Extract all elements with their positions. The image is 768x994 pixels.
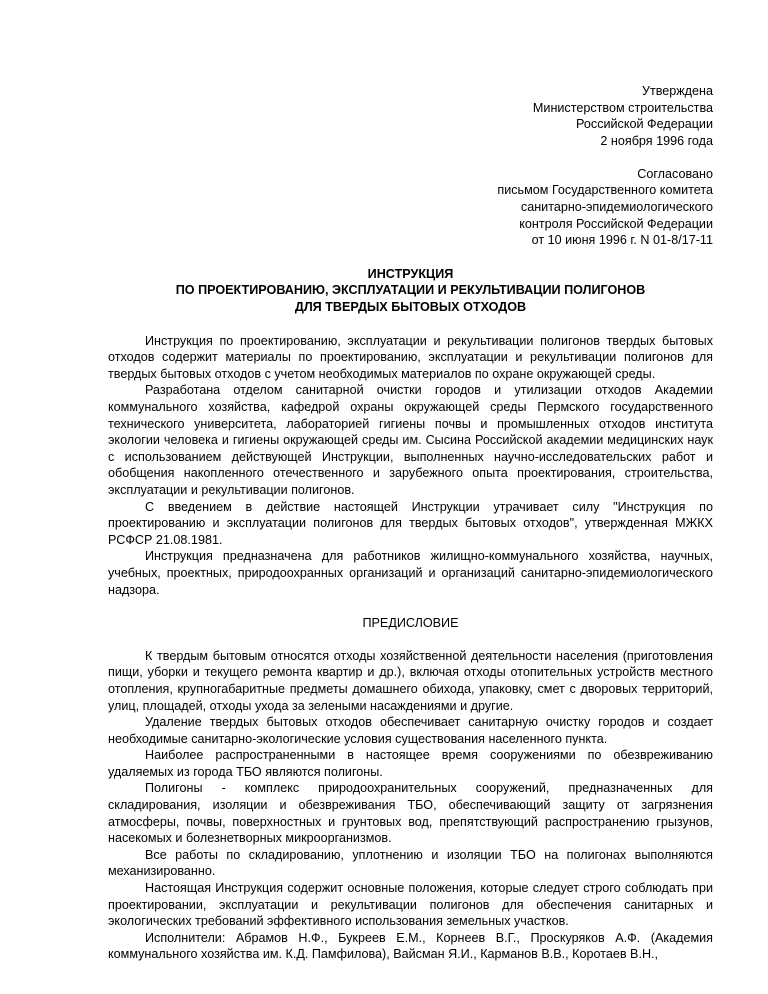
- intro-paragraph: Инструкция предназначена для работников жилищно-коммунального хозяйства, научных, учебных, проектных, природоохранных организаций и организаций санитарно-эпидемиологического надзора.: [108, 549, 713, 597]
- document-title: [108, 266, 713, 316]
- approval-line: Министерством строительства: [532, 100, 713, 115]
- intro-paragraph: Разработана отделом санитарной очистки городов и утилизации отходов Академии коммунального хозяйства, кафедрой охраны окружающей среды Пермского государственного технического университета, лабораторией гигиены почвы и промышленных отходов института экологии человека и гигиены окружающей среды им. Сысина Российской академии медицинских наук с использованием действующей Инструкции, выполненных научно-исследовательских работ и обобщения накопленного отечественного и зарубежного опыта проектирования, строительства, эксплуатации и рекультивации полигонов.: [108, 383, 713, 497]
- intro-section: [108, 333, 713, 599]
- agreement-reference: от 10 июня 1996 г. N 01-8/17-11: [531, 233, 713, 248]
- agreement-line: санитарно-эпидемиологического: [520, 200, 713, 215]
- agreement-line: Согласовано: [637, 166, 713, 181]
- title-line: ИНСТРУКЦИЯ: [367, 266, 454, 281]
- agreement-line: контроля Российской Федерации: [519, 216, 713, 231]
- approval-block: [108, 83, 713, 249]
- agreement-line: письмом Государственного комитета: [497, 183, 713, 198]
- preface-paragraph: Удаление твердых бытовых отходов обеспечивает санитарную очистку городов и создает необходимые санитарно-экологические условия существования населенного пункта.: [108, 715, 713, 746]
- document-page: [108, 83, 713, 963]
- preface-paragraph: Полигоны - комплекс природоохранительных сооружений, предназначенных для складирования, изоляции и обезвреживания ТБО, обеспечивающий защиту от загрязнения атмосферы, почвы, поверхностных и грунтовых вод, препятствующий распространению грызунов, насекомых и болезнетворных микроорганизмов.: [108, 781, 713, 846]
- preface-paragraph: Наиболее распространенными в настоящее время сооружениями по обезвреживанию удаляемых из города ТБО являются полигоны.: [108, 748, 713, 779]
- intro-paragraph: С введением в действие настоящей Инструкции утрачивает силу "Инструкция по проектированию и эксплуатации полигонов для твердых бытовых отходов", утвержденная МЖКХ РСФСР 21.08.1981.: [108, 499, 713, 547]
- preface-heading: ПРЕДИСЛОВИЕ: [362, 616, 459, 631]
- preface-paragraph: Настоящая Инструкция содержит основные положения, которые следует строго соблюдать при проектировании, эксплуатации и рекультивации полигонов для обеспечения санитарных и экологических требований эффективного использования земельных участков.: [108, 881, 713, 929]
- approval-line: Российской Федерации: [576, 117, 713, 132]
- title-line: ПО ПРОЕКТИРОВАНИЮ, ЭКСПЛУАТАЦИИ И РЕКУЛЬТИВАЦИИ ПОЛИГОНОВ: [175, 283, 646, 298]
- preface-paragraph: Все работы по складированию, уплотнению и изоляции ТБО на полигонах выполняются механизированно.: [108, 847, 713, 879]
- approval-line: Утверждена: [641, 84, 713, 98]
- preface-section: [108, 648, 713, 963]
- approval-date: 2 ноября 1996 года: [600, 133, 713, 148]
- preface-paragraph: К твердым бытовым относятся отходы хозяйственной деятельности населения (приготовления пищи, уборки и текущего ремонта квартир и др.), включая отходы отопительных устройств местного отопления, крупногабаритные предметы домашнего обихода, упаковку, смет с дворовых территорий, улиц, площадей, отходы ухода за зелеными насаждениями и другие.: [108, 648, 713, 713]
- title-line: ДЛЯ ТВЕРДЫХ БЫТОВЫХ ОТХОДОВ: [294, 300, 527, 315]
- preface-paragraph: Исполнители: Абрамов Н.Ф., Букреев Е.М., Корнеев В.Г., Проскуряков А.Ф. (Академия коммунального хозяйства им. К.Д. Памфилова), Вайсман Я.И., Карманов В.В., Коротаев В.Н.,: [108, 930, 713, 962]
- intro-paragraph: Инструкция по проектированию, эксплуатации и рекультивации полигонов твердых бытовых отходов содержит материалы по проектированию, эксплуатации и рекультивации полигонов для твердых бытовых отходов с учетом необходимых материалов по охране окружающей среды.: [108, 333, 713, 381]
